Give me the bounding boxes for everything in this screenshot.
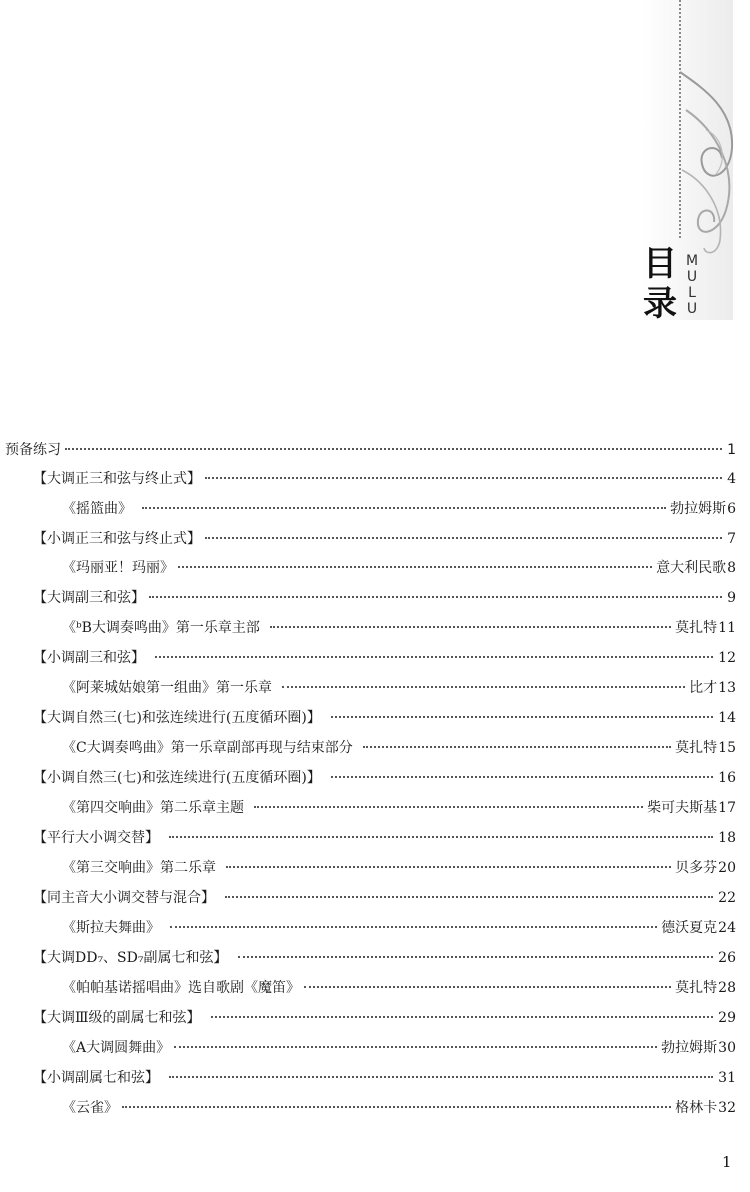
leader-dots [331, 776, 713, 778]
toc-page: 1 [727, 442, 736, 458]
toc-page: 24 [718, 920, 736, 936]
leader-dots [149, 596, 722, 598]
toc-page: 29 [718, 1010, 736, 1026]
toc-entry[interactable] [62, 1098, 736, 1118]
toc-author: 柴可夫斯基 [647, 800, 718, 816]
toc-title: 【小调自然三(七)和弦连续进行(五度循环圈)】 [33, 770, 321, 786]
toc-entry[interactable] [33, 708, 736, 728]
toc-author: 贝多芬 [675, 860, 718, 876]
toc-entry[interactable] [62, 918, 736, 938]
toc-entry[interactable] [33, 828, 736, 848]
leader-dots [270, 626, 671, 628]
toc-page: 16 [718, 770, 736, 786]
toc-entry[interactable] [62, 738, 736, 758]
leader-dots [178, 566, 652, 568]
toc-title: 《帕帕基诺摇唱曲》选自歌剧《魔笛》 [62, 980, 300, 996]
toc-title: 【大调Ⅲ级的副属七和弦】 [33, 1010, 201, 1026]
toc-page: 11 [718, 620, 736, 636]
leader-dots [304, 986, 671, 988]
toc-entry[interactable] [62, 978, 736, 998]
leader-dots [170, 926, 657, 928]
toc-title: 《A大调圆舞曲》 [62, 1040, 171, 1056]
toc-page: 13 [718, 680, 736, 696]
toc-entry[interactable] [33, 888, 736, 908]
leader-dots [174, 1046, 657, 1048]
toc-entry[interactable] [33, 648, 736, 668]
toc-entry[interactable] [62, 499, 736, 519]
toc-title: 《C大调奏鸣曲》第一乐章副部再现与结束部分 [62, 740, 353, 756]
leader-dots [331, 716, 713, 718]
toc-entry[interactable] [33, 469, 736, 489]
toc-page: 14 [718, 710, 736, 726]
toc-entry[interactable] [33, 588, 736, 608]
toc-page: 18 [718, 830, 736, 846]
toc-entry[interactable] [33, 529, 736, 549]
toc-page: 22 [718, 890, 736, 906]
toc-page: 8 [727, 560, 736, 576]
leader-dots [238, 956, 714, 958]
latin-char: U [686, 301, 698, 317]
toc-entry[interactable] [62, 618, 736, 638]
leader-dots [254, 806, 643, 808]
toc-title: 《云雀》 [62, 1100, 118, 1116]
toc-page: 31 [718, 1070, 736, 1086]
toc-title: 预备练习 [5, 442, 61, 458]
toc-author: 莫扎特 [675, 980, 718, 996]
leader-dots [122, 1106, 671, 1108]
toc-page: 4 [727, 471, 736, 487]
leader-dots [155, 656, 713, 658]
toc-title: 【大调自然三(七)和弦连续进行(五度循环圈)】 [33, 710, 321, 726]
toc-entry[interactable] [33, 948, 736, 968]
page-title [640, 244, 680, 324]
toc-page: 7 [727, 531, 736, 547]
title-char: 录 [643, 284, 677, 324]
toc-title: 【大调副三和弦】 [33, 590, 145, 606]
leader-dots [169, 836, 713, 838]
leader-dots [363, 746, 671, 748]
toc-entry[interactable] [62, 858, 736, 878]
page-title-latin [683, 253, 701, 317]
leader-dots [211, 1016, 714, 1018]
toc-page: 15 [718, 740, 736, 756]
leader-dots [142, 507, 666, 509]
toc-title: 【大调正三和弦与终止式】 [33, 471, 201, 487]
latin-char: L [688, 285, 696, 301]
toc-page: 9 [727, 590, 736, 606]
toc-entry[interactable] [5, 440, 736, 460]
toc-title: 《第三交响曲》第二乐章 [62, 860, 216, 876]
leader-dots [226, 866, 671, 868]
leader-dots [282, 686, 685, 688]
toc-title: 【小调副属七和弦】 [33, 1070, 159, 1086]
leader-dots [205, 477, 722, 479]
toc-page: 6 [727, 501, 736, 517]
latin-char: M [685, 253, 699, 269]
toc-entry[interactable] [33, 1068, 736, 1088]
toc-author: 莫扎特 [675, 620, 718, 636]
toc-entry[interactable] [62, 678, 736, 698]
toc-title: 《阿莱城姑娘第一组曲》第一乐章 [62, 680, 272, 696]
toc-page: 30 [718, 1040, 736, 1056]
toc-page: 12 [718, 650, 736, 666]
toc-author: 勃拉姆斯 [661, 1040, 718, 1056]
toc-author: 意大利民歌 [656, 560, 727, 576]
page-number: 1 [722, 1153, 732, 1171]
toc-entry[interactable] [33, 768, 736, 788]
toc-title: 【平行大小调交替】 [33, 830, 159, 846]
toc-entry[interactable] [33, 1008, 736, 1028]
toc-title: 《第四交响曲》第二乐章主题 [62, 800, 244, 816]
toc-page: 17 [718, 800, 736, 816]
toc-title: 【小调正三和弦与终止式】 [33, 531, 201, 547]
toc-author: 比才 [689, 680, 718, 696]
leader-dots [65, 448, 722, 450]
toc-page: 28 [718, 980, 736, 996]
toc-title: 《摇篮曲》 [62, 501, 132, 517]
toc-page: 26 [718, 950, 736, 966]
toc-title: 《斯拉夫舞曲》 [62, 920, 160, 936]
title-char: 目 [643, 244, 677, 284]
toc-title: 《玛丽亚！玛丽》 [62, 560, 174, 576]
ornamental-swirl-icon [676, 70, 740, 260]
toc-entry[interactable] [62, 1038, 736, 1058]
toc-author: 勃拉姆斯 [670, 501, 727, 517]
toc-title: 【同主音大小调交替与混合】 [33, 890, 215, 906]
leader-dots [225, 896, 713, 898]
toc-entry[interactable] [62, 798, 736, 818]
leader-dots [205, 537, 722, 539]
toc-entry[interactable] [62, 558, 736, 578]
toc-page: 20 [718, 860, 736, 876]
toc-title: 【大调DD₇、SD₇副属七和弦】 [33, 950, 228, 966]
latin-char: U [686, 269, 698, 285]
toc-page: 32 [718, 1100, 736, 1116]
toc-title: 《ᵇB大调奏鸣曲》第一乐章主部 [62, 620, 260, 636]
leader-dots [169, 1076, 713, 1078]
toc-title: 【小调副三和弦】 [33, 650, 145, 666]
toc-author: 德沃夏克 [661, 920, 718, 936]
toc-author: 格林卡 [675, 1100, 718, 1116]
toc-author: 莫扎特 [675, 740, 718, 756]
